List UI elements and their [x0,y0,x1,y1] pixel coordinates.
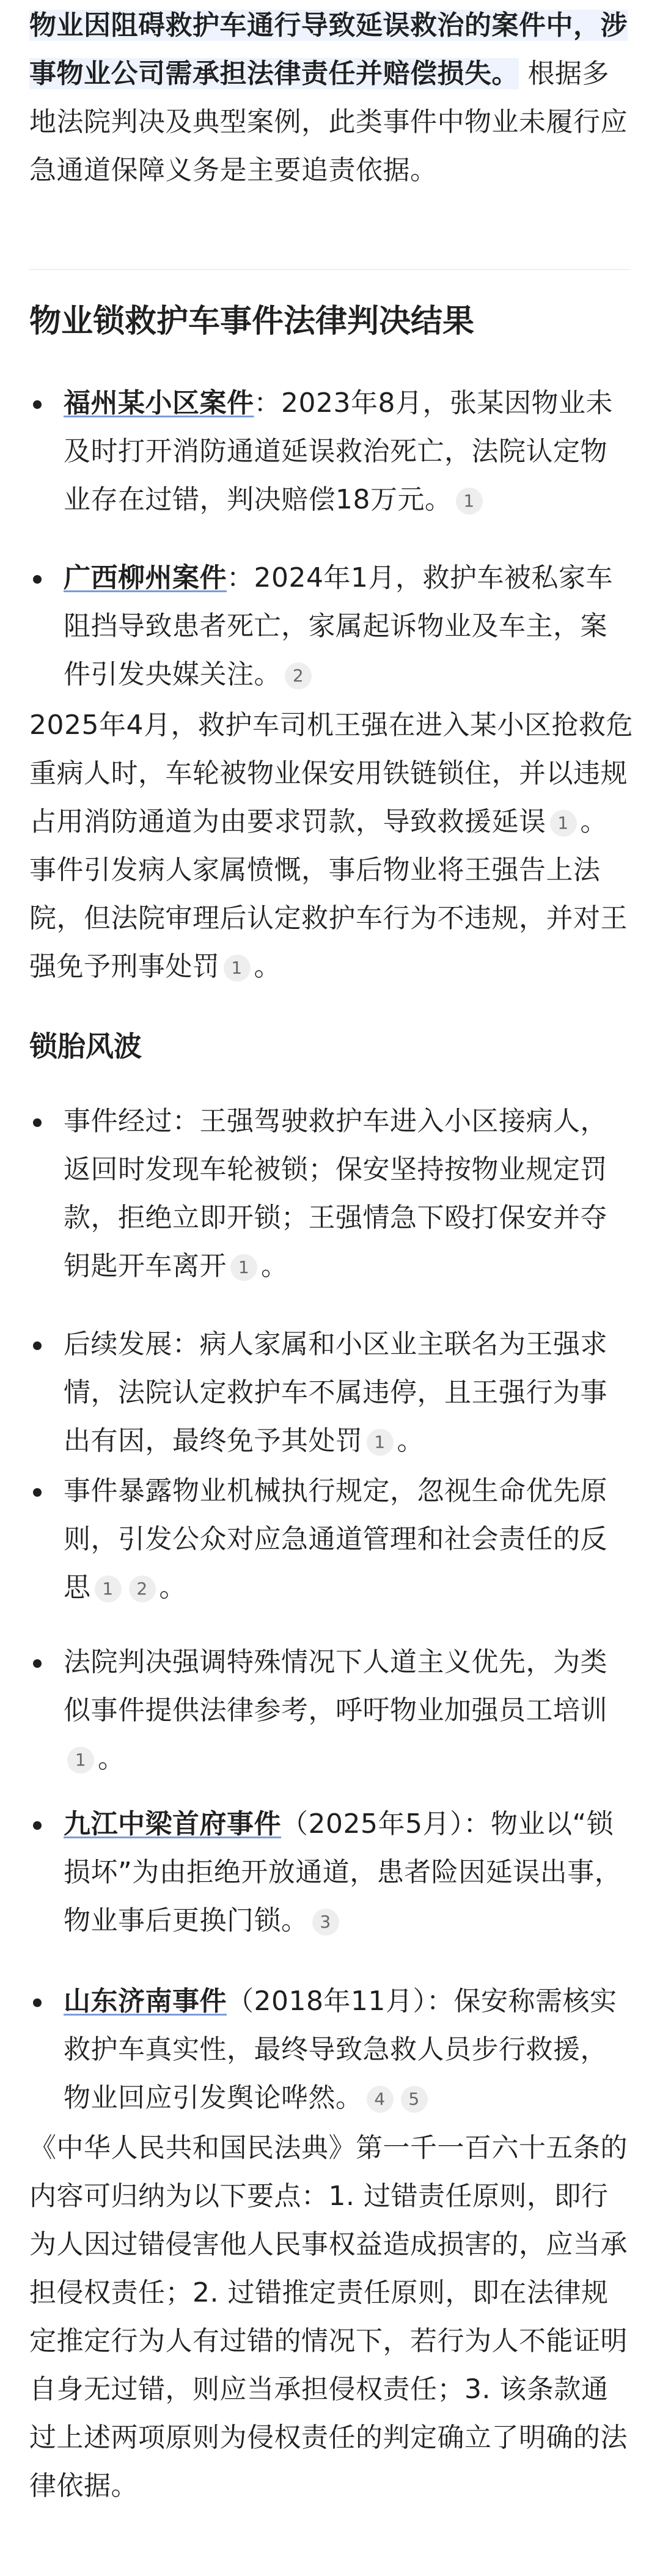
section2-item-3 [29,1467,634,1612]
list-item: 法院判决强调特殊情况下人道主义优先，为类似事件提供法律参考，呼吁物业加强员工培训1 。 [29,1638,634,1783]
section1-paragraph-block [29,701,634,991]
intro-summary: 物业因阻碍救护车通行导致延误救治的案件中，涉事物业公司需承担法律责任并赔偿损失。 [29,10,628,89]
list-item: 事件暴露物业机械执行规定，忽视生命优先原则，引发公众对应急通道管理和社会责任的反思 1 2 。 [29,1467,634,1612]
citation-badge[interactable]: 4 [367,2086,394,2113]
closing-block [29,2124,634,2510]
citation-badge[interactable]: 1 [367,1429,394,1456]
section2-heading-block [29,1027,634,1066]
citation-badge[interactable]: 1 [224,955,251,982]
intro-block [29,1,634,194]
list-item: 广西柳州案件：2024年1月，救护车被私家车阻挡导致患者死亡，家属起诉物业及车主，案件引发央媒关注。 2 [29,554,634,699]
list-item: 后续发展：病人家属和小区业主联名为王强求情，法院认定救护车不属违停，且王强行为事出有因，最终免予其处罚 1 。 [29,1320,634,1465]
citation-badge[interactable]: 1 [230,1254,257,1281]
section2-item-2 [29,1320,634,1465]
list-item: 福州某小区案件：2023年8月，张某因物业未及时打开消防通道延误救治死亡，法院认定物业存在过错，判决赔偿18万元。 1 [29,379,634,524]
section2-item-4 [29,1638,634,1783]
section1-case-list-2 [29,554,634,699]
section2-title: 锁胎风波 [29,1030,142,1063]
citation-badge[interactable]: 2 [285,662,312,689]
citation-badge[interactable]: 1 [67,1747,94,1774]
citation-badge[interactable]: 2 [129,1576,156,1602]
citation-badge[interactable]: 5 [401,2086,428,2113]
section2-case-jiujiang [29,1800,634,1945]
list-item: 事件经过：王强驾驶救护车进入小区接病人，返回时发现车轮被锁；保安坚持按物业规定罚款，拒绝立即开锁；王强情急下殴打保安并夺钥匙开车离开 1 。 [29,1097,634,1290]
closing-paragraph: 《中华人民共和国民法典》第一千一百六十五条的内容可归纳为以下要点：1. 过错责任原则，即行为人因过错侵害他人民事权益造成损害的，应当承担侵权责任；2. 过错推定责任原则，即在法律规定推定行为人有过错的情况下，若行为人不能证明自身无过错，则应当承担侵权责任；3. 该条款通过上述两项原则为侵权责任的判定确立了明确的法律依据。 [29,2132,628,2501]
intro-detail: 根据多地法院判决及典型案例，此类事件中物业未履行应急通道保障义务是主要追责依据。 [29,58,628,186]
case-link-liuzhou[interactable]: 广西柳州案件 [64,562,227,593]
list-item: 九江中梁首府事件（2025年5月）：物业以“锁损坏”为由拒绝开放通道，患者险因延误出事，物业事后更换门锁。 3 [29,1800,634,1945]
citation-badge[interactable]: 1 [550,810,577,837]
citation-badge[interactable]: 1 [95,1576,122,1602]
section1-case-list [29,379,634,524]
section1-paragraph: 2025年4月，救护车司机王强在进入某小区抢救危重病人时，车轮被物业保安用铁链锁住，并以违规占用消防通道为由要求罚款，导致救援延误 1 。事件引发病人家属愤慨，事后物业将王强告上法院，但法院审理后认定救护车行为不违规，并对王强免予刑事处罚 1 。 [29,710,633,982]
case-link-jinan[interactable]: 山东济南事件 [64,1986,227,2017]
case-link-fuzhou[interactable]: 福州某小区案件 [64,387,254,419]
section-divider [29,269,631,270]
section1-title: 物业锁救护车事件法律判决结果 [29,303,475,340]
intro-paragraph [29,1,634,194]
citation-badge[interactable]: 1 [456,488,483,515]
section1-heading-block [29,299,634,343]
citation-badge[interactable]: 3 [312,1909,339,1936]
section2-item-1 [29,1097,634,1290]
case-link-jiujiang[interactable]: 九江中梁首府事件 [64,1808,281,1840]
section2-case-jinan [29,1977,634,2122]
list-item: 山东济南事件（2018年11月）：保安称需核实救护车真实性，最终导致急救人员步行救援，物业回应引发舆论哗然。 4 5 [29,1977,634,2122]
